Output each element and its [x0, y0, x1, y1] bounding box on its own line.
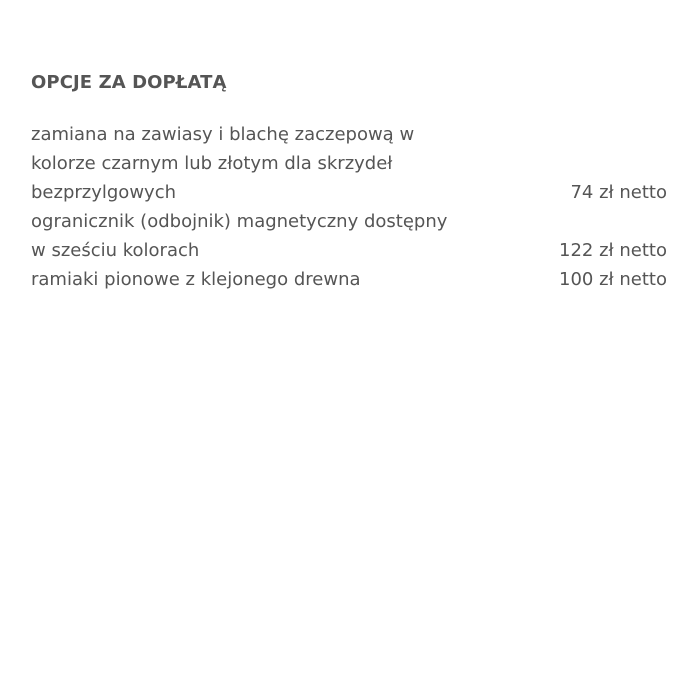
option-description: ramiaki pionowe z klejonego drewna [31, 269, 361, 290]
option-row [31, 120, 667, 207]
option-price: 100 zł netto [559, 269, 667, 290]
option-row [31, 207, 667, 265]
option-price: 122 zł netto [559, 240, 667, 261]
option-price: 74 zł netto [570, 182, 667, 203]
options-list [31, 120, 667, 294]
option-description: zamiana na zawiasy i blachę zaczepową w kolorze czarnym lub złotym dla skrzydeł bezprzylgowych [31, 124, 415, 203]
option-row [31, 265, 667, 294]
section-title: OPCJE ZA DOPŁATĄ [31, 72, 227, 93]
extra-options-section [31, 70, 667, 294]
option-description: ogranicznik (odbojnik) magnetyczny dostępny w sześciu kolorach [31, 211, 448, 261]
